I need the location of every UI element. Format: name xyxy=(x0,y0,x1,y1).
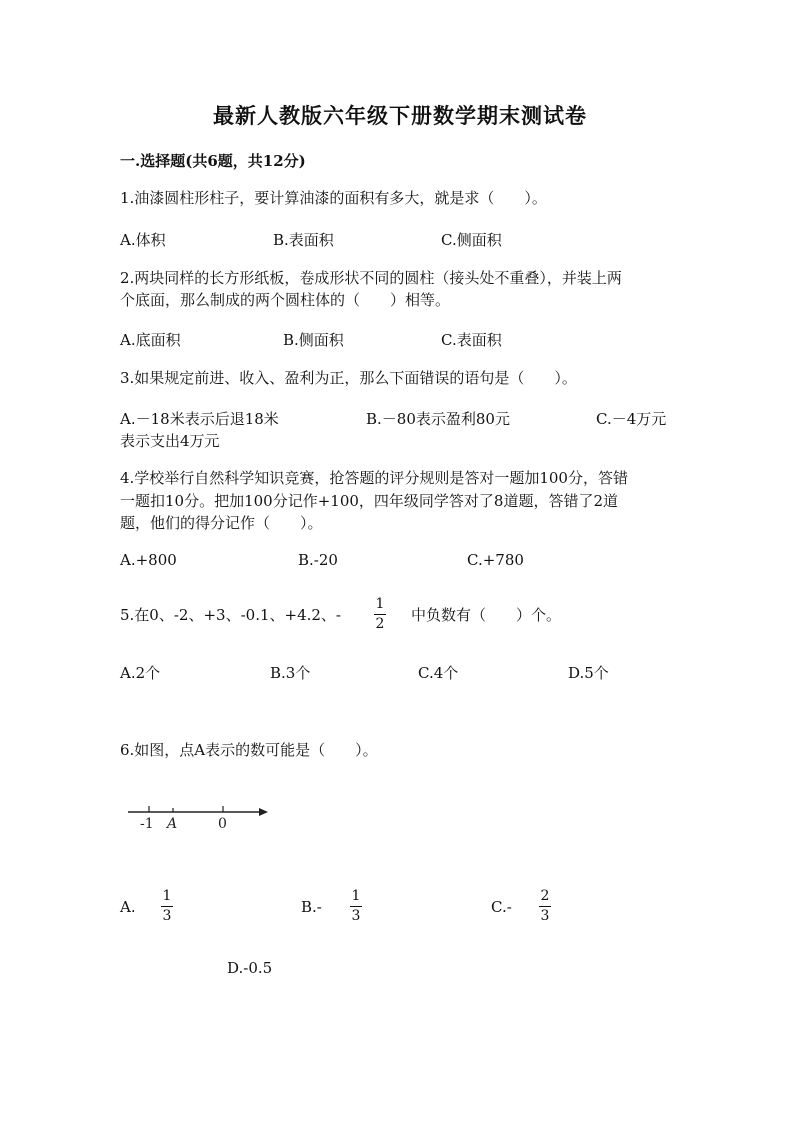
question-6-option-b-fraction xyxy=(348,889,364,924)
question-3-option-b[interactable]: B.－80表示盈利80元 xyxy=(366,410,510,428)
fraction-denominator: 2 xyxy=(375,616,385,632)
question-5-option-a[interactable]: A.2个 xyxy=(120,664,161,682)
fraction-bar xyxy=(161,906,173,907)
fraction-numerator: 2 xyxy=(540,888,550,904)
question-3-text: 3.如果规定前进、收入、盈利为正，那么下面错误的语句是（ ）。 xyxy=(120,369,577,387)
question-1-option-c[interactable]: C.侧面积 xyxy=(441,231,502,249)
question-4-option-a[interactable]: A.+800 xyxy=(120,551,177,569)
question-5-fraction xyxy=(372,597,388,632)
question-3-option-c-continued: 表示支出4万元 xyxy=(120,432,220,450)
question-5-suffix: 中负数有（ ）个。 xyxy=(411,606,562,624)
question-2-option-b[interactable]: B.侧面积 xyxy=(283,331,344,349)
question-6-option-c-label[interactable]: C.- xyxy=(491,898,512,916)
question-1-option-a[interactable]: A.体积 xyxy=(120,231,166,249)
fraction-numerator: 1 xyxy=(375,596,385,612)
question-3-option-a[interactable]: A.－18米表示后退18米 xyxy=(120,410,279,428)
fraction-numerator: 1 xyxy=(162,888,172,904)
question-2-option-c[interactable]: C.表面积 xyxy=(441,331,502,349)
question-5-option-d[interactable]: D.5个 xyxy=(568,664,609,682)
section-heading: 一.选择题(共6题，共12分) xyxy=(120,152,306,170)
number-line-label-a: A xyxy=(167,816,178,832)
question-4-option-b[interactable]: B.-20 xyxy=(298,551,338,569)
question-6-option-b-label[interactable]: B.- xyxy=(301,898,322,916)
fraction-denominator: 3 xyxy=(540,908,550,924)
question-2-line-2: 个底面，那么制成的两个圆柱体的（ ）相等。 xyxy=(120,291,451,309)
question-4-line-1: 4.学校举行自然科学知识竞赛，抢答题的评分规则是答对一题加100分，答错 xyxy=(120,469,628,487)
fraction-numerator: 1 xyxy=(351,888,361,904)
question-5-option-c[interactable]: C.4个 xyxy=(418,664,459,682)
question-6-text: 6.如图，点A表示的数可能是（ ）。 xyxy=(120,741,378,759)
question-3-option-c[interactable]: C.－4万元 xyxy=(596,410,667,428)
fraction-bar xyxy=(374,614,386,615)
fraction-bar xyxy=(539,906,551,907)
question-6-option-a-label[interactable]: A. xyxy=(120,898,136,916)
fraction-denominator: 3 xyxy=(162,908,172,924)
question-2-option-a[interactable]: A.底面积 xyxy=(120,331,181,349)
question-6-option-d[interactable]: D.-0.5 xyxy=(227,959,273,977)
fraction-denominator: 3 xyxy=(351,908,361,924)
question-4-option-c[interactable]: C.+780 xyxy=(467,551,524,569)
question-1-option-b[interactable]: B.表面积 xyxy=(273,231,334,249)
question-5-option-b[interactable]: B.3个 xyxy=(270,664,311,682)
fraction-bar xyxy=(350,906,362,907)
number-line-arrow xyxy=(259,808,268,816)
question-4-line-3: 题，他们的得分记作（ ）。 xyxy=(120,514,323,532)
question-1-text: 1.油漆圆柱形柱子，要计算油漆的面积有多大，就是求（ ）。 xyxy=(120,189,547,207)
question-4-line-2: 一题扣10分。把加100分记作+100，四年级同学答对了8道题，答错了2道 xyxy=(120,492,619,510)
question-6-option-a-fraction xyxy=(159,889,175,924)
number-line-label-0: 0 xyxy=(218,816,227,832)
number-line-figure xyxy=(126,800,276,836)
question-6-option-c-fraction xyxy=(537,889,553,924)
number-line-label-neg1: -1 xyxy=(140,816,154,832)
question-5-prefix: 5.在0、-2、+3、-0.1、+4.2、- xyxy=(120,606,341,624)
question-2-line-1: 2.两块同样的长方形纸板，卷成形状不同的圆柱（接头处不重叠），并装上两 xyxy=(120,269,622,287)
page-title: 最新人教版六年级下册数学期末测试卷 xyxy=(213,103,587,128)
